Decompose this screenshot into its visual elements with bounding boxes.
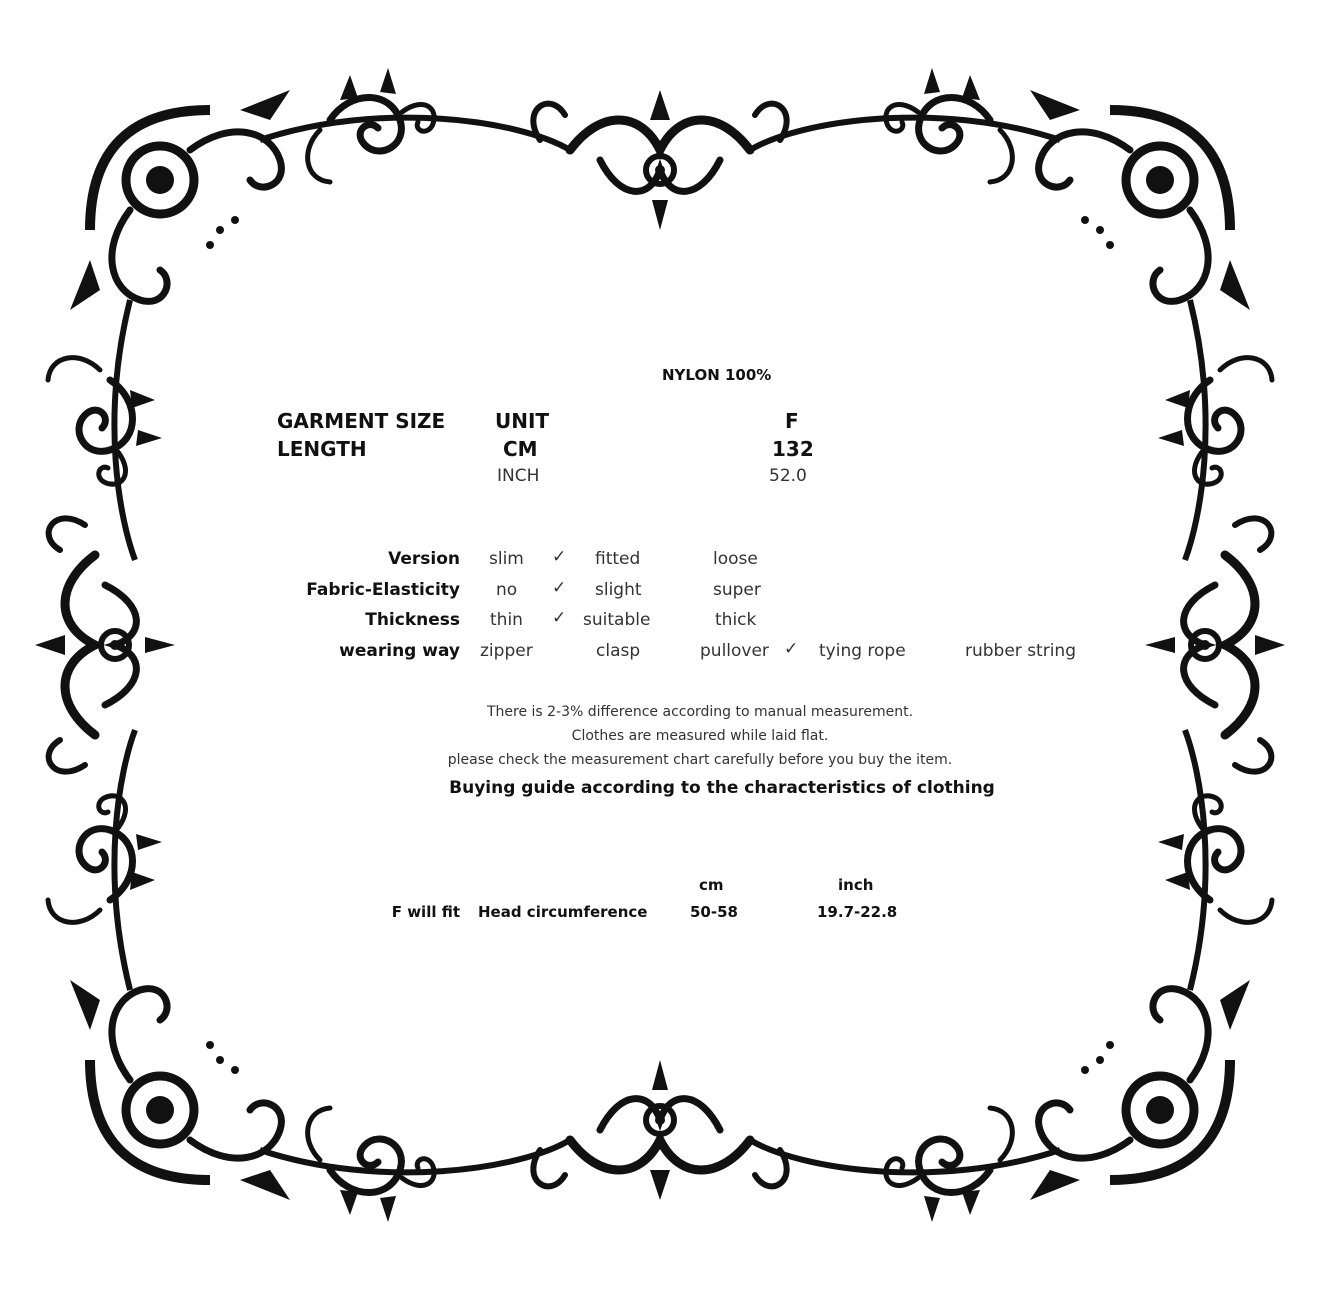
version-label: Version	[388, 549, 460, 569]
note-difference: There is 2-3% difference according to manual measurement.	[486, 704, 914, 720]
unit-header: UNIT	[495, 409, 550, 433]
buying-guide-title: Buying guide according to the characteristics of clothing	[449, 778, 995, 798]
version-option-fitted: fitted	[595, 549, 641, 569]
thickness-label: Thickness	[365, 610, 460, 630]
elasticity-check-icon: ✓	[552, 578, 567, 598]
note-check-chart: please check the measurement chart carefully before you buy the item.	[447, 752, 953, 768]
thickness-option-thick: thick	[715, 610, 757, 630]
wearing-check-icon: ✓	[784, 639, 799, 659]
elasticity-option-super: super	[713, 580, 761, 600]
note-laid-flat: Clothes are measured while laid flat.	[571, 728, 829, 744]
length-label: LENGTH	[277, 437, 367, 461]
version-option-slim: slim	[489, 549, 524, 569]
wearing-option-rubber-string: rubber string	[965, 641, 1076, 661]
wearing-option-tying-rope: tying rope	[819, 641, 906, 661]
fit-cm-value: 50-58	[690, 903, 738, 921]
material-label: NYLON 100%	[662, 366, 772, 384]
wearing-option-clasp: clasp	[596, 641, 641, 661]
wearing-option-zipper: zipper	[480, 641, 533, 661]
fit-col-inch-header: inch	[838, 876, 874, 894]
fit-inch-value: 19.7-22.8	[817, 903, 898, 921]
version-check-icon: ✓	[552, 547, 567, 567]
thickness-check-icon: ✓	[552, 608, 567, 628]
elasticity-option-no: no	[496, 580, 518, 600]
fit-size-label: F will fit	[391, 903, 460, 921]
garment-size-header: GARMENT SIZE	[277, 409, 446, 433]
fit-measure-label: Head circumference	[478, 903, 648, 921]
elasticity-option-slight: slight	[595, 580, 642, 600]
wearing-way-label: wearing way	[339, 641, 460, 661]
unit-inch: INCH	[497, 466, 540, 486]
wearing-option-pullover: pullover	[700, 641, 769, 661]
thickness-option-suitable: suitable	[583, 610, 651, 630]
size-f-header: F	[785, 409, 799, 433]
length-cm-value: 132	[772, 437, 814, 461]
thickness-option-thin: thin	[490, 610, 523, 630]
length-inch-value: 52.0	[769, 466, 807, 486]
version-option-loose: loose	[713, 549, 758, 569]
elasticity-label: Fabric-Elasticity	[306, 580, 460, 600]
fit-col-cm-header: cm	[699, 876, 724, 894]
unit-cm: CM	[503, 437, 538, 461]
